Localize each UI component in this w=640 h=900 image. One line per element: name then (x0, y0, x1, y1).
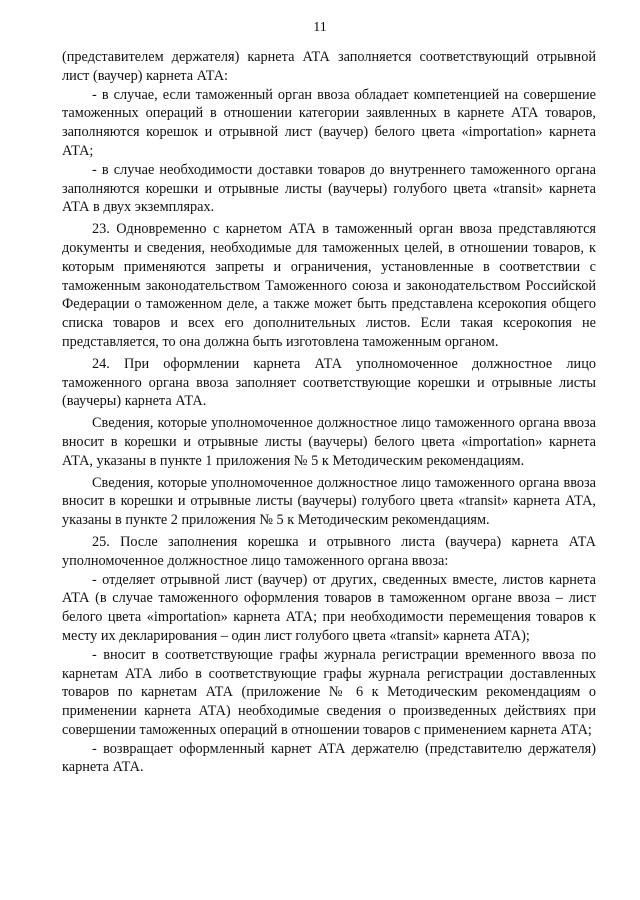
paragraph-importation-case: - в случае, если таможенный орган ввоза обладает компетенцией на совершение таможенных операций в отношении категории заявленных в карнете АТА товаров, заполняются корешок и отрывной лист (ваучер) белого цвета «importation» карнета АТА; (62, 86, 596, 159)
paragraph-separate-voucher: - отделяет отрывной лист (ваучер) от других, сведенных вместе, листов карнета АТА (в случае таможенного оформления товаров в таможенном органе ввоза – лист белого цвета «importation» карнета АТА; при необходимости перемещения товаров к месту их декларирования – один лист голубого цвета «transit» карнета АТА); (62, 571, 596, 644)
paragraph-continuation: (представителем держателя) карнета АТА заполняется соответствующий отрывной лист (ваучер) карнета АТА: (62, 49, 596, 84)
paragraph-transit-case: - в случае необходимости доставки товаров до внутреннего таможенного органа заполняются корешки и отрывные листы (ваучеры) голубого цвета «transit» карнета АТА в двух экземплярах. (62, 161, 596, 216)
paragraph-section-24: 24. При оформлении карнета АТА уполномоченное должностное лицо таможенного органа ввоза заполняет соответствующие корешки и отрывные листы (ваучеры) карнета АТА. (62, 355, 596, 410)
paragraph-section-25: 25. После заполнения корешка и отрывного листа (ваучера) карнета АТА уполномоченное должностное лицо таможенного органа ввоза: (62, 533, 596, 569)
paragraph-importation-details: Сведения, которые уполномоченное должностное лицо таможенного органа ввоза вносит в корешки и отрывные листы (ваучеры) белого цвета «importation» карнета АТА, указаны в пункте 1 приложения № 5 к Методическим рекомендациям. (62, 415, 596, 469)
document-body (62, 48, 596, 777)
page-number: 11 (313, 20, 327, 35)
paragraph-transit-details: Сведения, которые уполномоченное должностное лицо таможенного органа ввоза вносит в корешки и отрывные листы (ваучеры) голубого цвета «transit» карнета АТА, указаны в пункте 2 приложения № 5 к Методическим рекомендациям. (62, 474, 596, 529)
paragraph-return-carnet: - возвращает оформленный карнет АТА держателю (представителю держателя) карнета АТА. (62, 740, 596, 776)
paragraph-section-23: 23. Одновременно с карнетом АТА в таможенный орган ввоза представляются документы и сведения, необходимые для таможенных целей, в отношении товаров, к которым применяются запреты и ограничения, установленные в соответствии с таможенным законодательством Таможенного союза и законодательством Российской Федерации о таможенном деле, а также может быть представлена ксерокопия общего списка товаров и всех его дополнительных листов. Если такая ксерокопия не представляется, то она должна быть изготовлена таможенным органом. (62, 221, 596, 350)
paragraph-register-entry: - вносит в соответствующие графы журнала регистрации временного ввоза по карнетам АТА либо в соответствующие графы журнала регистрации доставленных товаров по карнетам АТА (приложение № 6 к Методическим рекомендациям о применении карнета АТА) необходимые сведения о произведенных действиях при совершении таможенных операций в отношении товаров с применением карнета АТА; (62, 646, 596, 738)
